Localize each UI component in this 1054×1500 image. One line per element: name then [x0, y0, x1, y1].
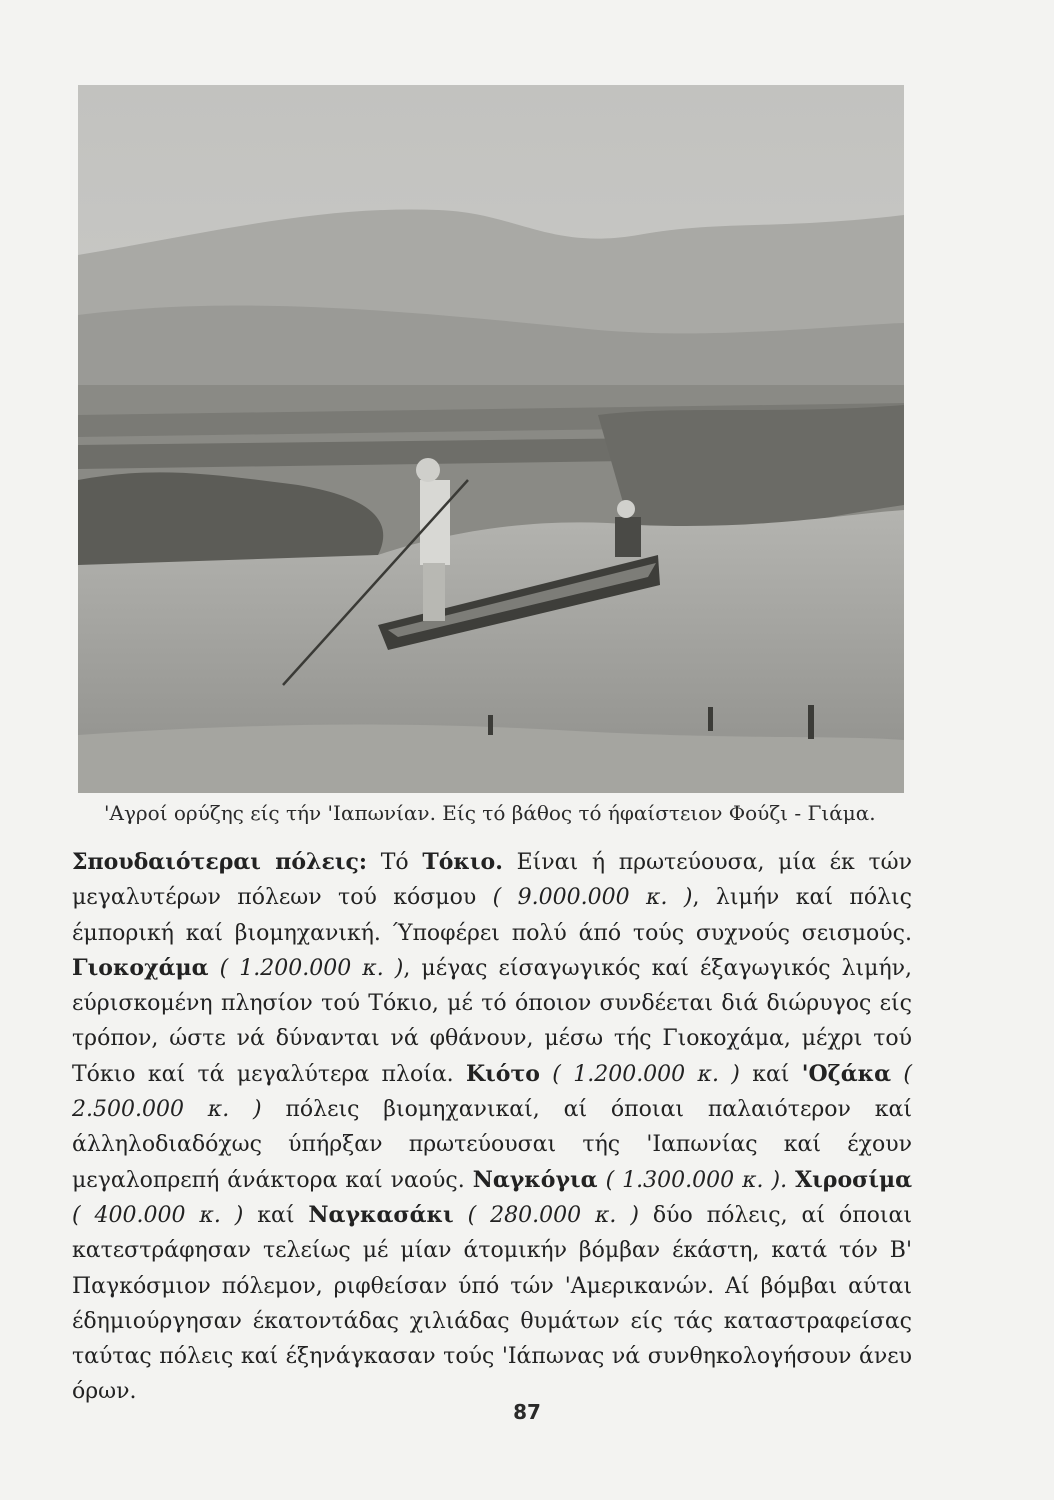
- population-tokyo: ( 9.000.000 κ. ): [492, 885, 693, 911]
- section-heading: Σπουδαιότεραι πόλεις:: [72, 849, 368, 875]
- photo-caption: 'Αγροί ορύζης είς τήν 'Ιαπωνίαν. Είς τό βάθος τό ήφαίστειον Φούζι - Γιάμα.: [104, 801, 876, 825]
- city-nagasaki: Ναγκασάκι: [308, 1201, 454, 1228]
- population-osaka: ( 2.500.000 κ. ): [72, 1061, 912, 1123]
- city-tokyo: Τόκιο.: [422, 849, 503, 875]
- city-nagoya: Ναγκόγια: [472, 1166, 598, 1193]
- city-kyoto: Κιότο: [466, 1060, 540, 1087]
- photo-rice-fields-boat: [78, 85, 904, 793]
- population-yokohama: ( 1.200.000 κ. ): [219, 955, 404, 981]
- body-paragraph: Σπουδαιότεραι πόλεις: Τό Τόκιο. Είναι ή πρωτεύουσα, μία έκ τών μεγαλυτέρων πόλεων τού κόσμου ( 9.000.000 κ. ), λιμήν καί πόλις έμπορική καί βιομηχανική. Ύποφέρει πολύ άπό τούς συχνούς σεισμούς. Γιοκοχάμα ( 1.200.000 κ. ), μέγας είσαγωγικός καί έξαγωγικός λιμήν, εύρισκομένη πλησίον τού Τόκιο, μέ τό όποιον συνδέεται διά διώρυγος είς τρόπον, ώστε νά δύνανται νά φθάνουν, μέσω τής Γιοκοχάμα, μέχρι τού Τόκιο καί τά μεγαλύτερα πλοία. Κιότο ( 1.200.000 κ. ) καί 'Οζάκα ( 2.500.000 κ. ) πόλεις βιομηχανικαί, αί όποιαι παλαιότερον καί άλληλοδιαδόχως ύπήρξαν πρωτεύουσαι τής 'Ιαπωνίας καί έχουν μεγαλοπρεπή άνάκτορα καί ναούς. Ναγκόγια ( 1.300.000 κ. ). Χιροσίμα ( 400.000 κ. ) καί Ναγκασάκι ( 280.000 κ. ) δύο πόλεις, αί όποιαι κατεστράφησαν τελείως μέ μίαν άτομικήν βόμβαν έκάστη, κατά τόν Β' Παγκόσμιον πόλεμον, ριφθείσαν ύπό τών 'Αμερικανών. Αί βόμβαι αύται έδημιούργησαν έκατοντάδας χιλιάδας θυμάτων είς τάς καταστραφείσας ταύτας πόλεις καί έξηνάγκασαν τούς 'Ιάπωνας νά συνθηκολογήσουν άνευ όρων.: [72, 849, 913, 1405]
- population-hiroshima: ( 400.000 κ. ): [72, 1202, 244, 1228]
- city-osaka: 'Οζάκα: [801, 1060, 892, 1087]
- page-number: 87: [513, 1400, 541, 1424]
- population-nagoya: ( 1.300.000 κ. ).: [605, 1167, 788, 1193]
- population-kyoto: ( 1.200.000 κ. ): [552, 1061, 740, 1087]
- population-nagasaki: ( 280.000 κ. ): [467, 1202, 639, 1228]
- city-hiroshima: Χιροσίμα: [795, 1166, 913, 1193]
- city-yokohama: Γιοκοχάμα: [72, 954, 209, 981]
